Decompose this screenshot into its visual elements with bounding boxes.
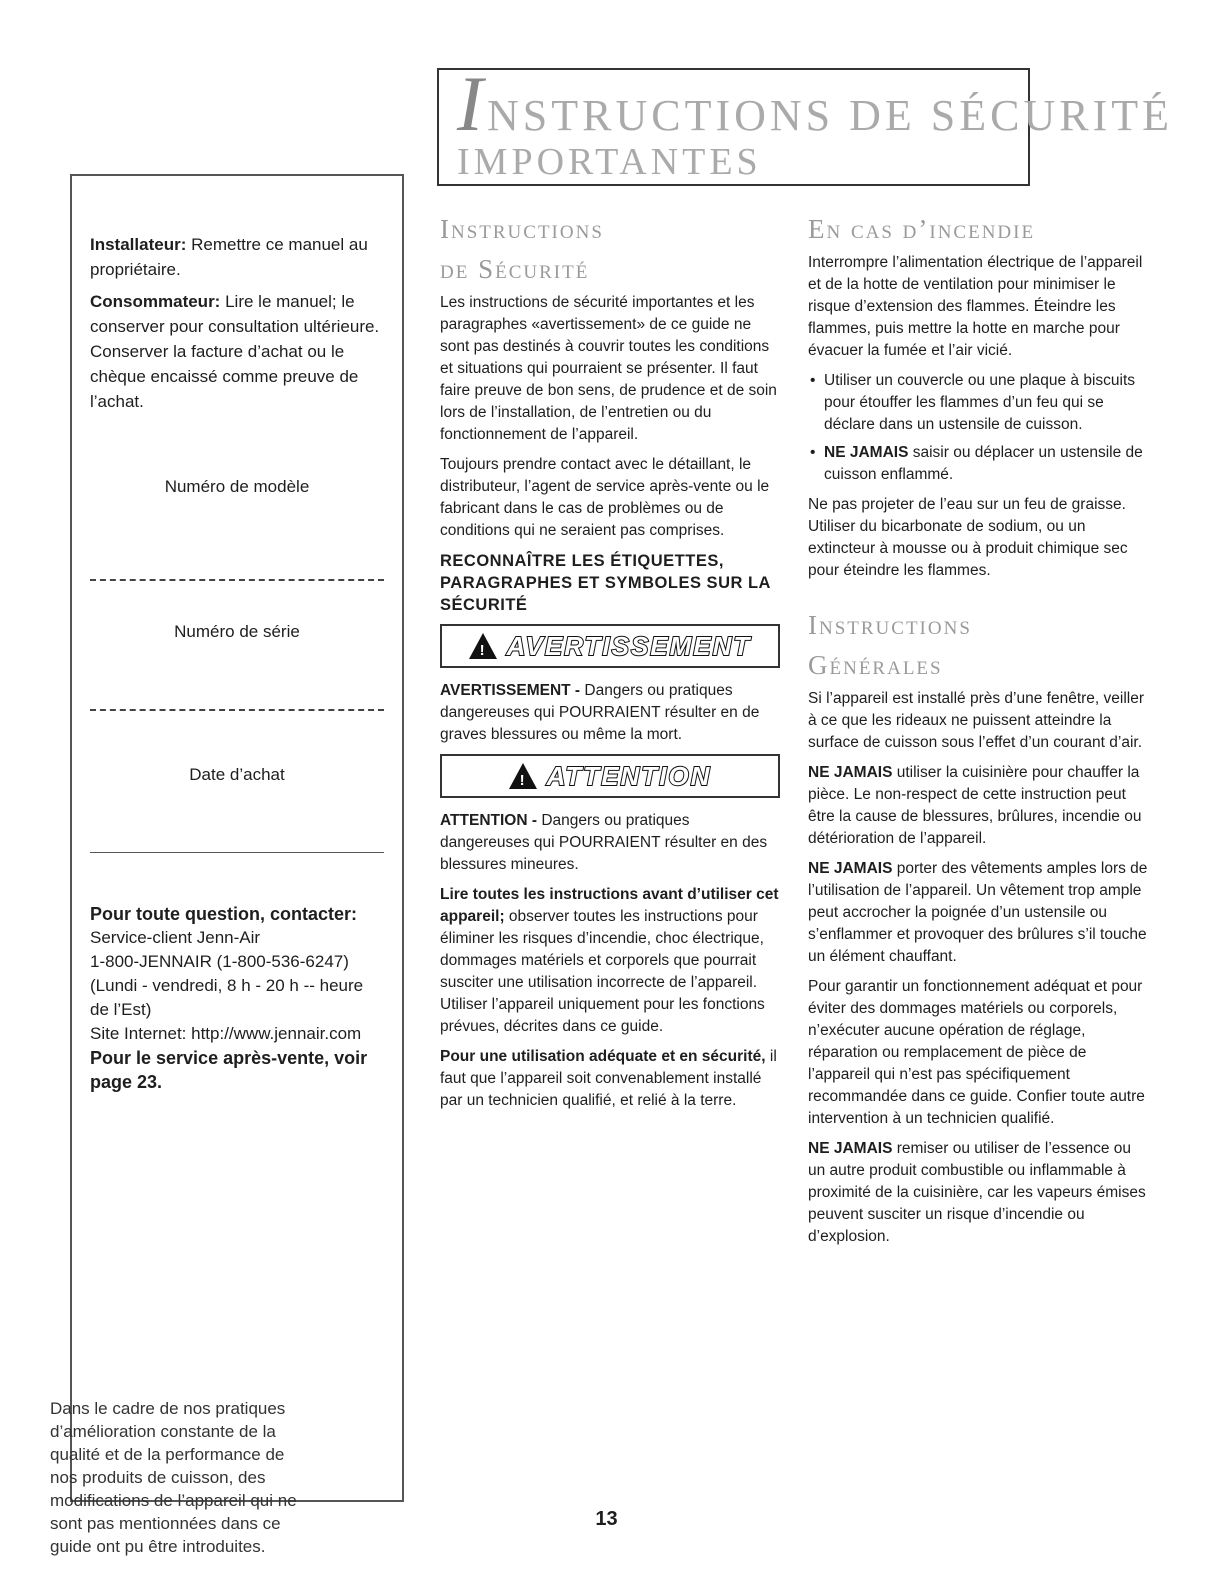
safety-heading-line-1: Instructions [440,214,604,244]
fire-bullet-1: • Utiliser un couvercle ou une plaque à biscuits pour étouffer les flammes d’un feu qui se déclare dans un ustensile de cuisson. [824,370,1148,436]
general-p5-text: remiser ou utiliser de l’essence ou un autre produit combustible ou inflammable à proximité de la cuisinière, car les vapeurs émises peuvent susciter un risque d’incendie ou d’explosion. [808,1140,1146,1245]
improvement-note: Dans le cadre de nos pratiques d’amélioration constante de la qualité et de la performance de nos produits de cuisson, des modifications de l’appareil qui ne sont pas mentionnées dans ce guide ont pu être introduites. [50,1399,297,1556]
warning-triangle-icon: ! [469,633,497,659]
general-paragraph-1: Si l’appareil est installé près d’une fenêtre, veiller à ce que les rideaux ne puissent atteindre la surface de cuisson sous l’effet d’un courant d’air. [808,690,1145,751]
attention-description [440,810,780,876]
general-p5-lead: NE JAMAIS [808,1140,893,1157]
middle-column [440,212,780,1120]
safety-paragraph-2: Toujours prendre contact avec le détaillant, le distributeur, l’agent de service après-vente ou le fabricant dans le cas de problèmes ou de conditions qui ne seraient pas comprises. [440,456,770,539]
safety-heading-line-2: de Sécurité [440,254,590,284]
attention-lead: ATTENTION - [440,812,538,829]
purchase-date-line [90,852,384,853]
read-instructions-text: observer toutes les instructions pour éliminer les risques d’incendie, choc électrique, dommages matériels et corporels que pourrait susciter une utilisation incorrecte de l’appareil. Utiliser l’appareil uniquement pour les fonctions prévues, décrites dans ce guide. [440,908,765,1035]
fire-paragraph-1: Interrompre l’alimentation électrique de l’appareil et de la hotte de ventilation pour minimiser le risque d’extension des flammes. Éteindre les flammes, puis mettre la hotte en marche pour évacuer la fumée et l’air vicié. [808,254,1143,359]
purchase-date-label: Date d’achat [189,765,285,784]
general-paragraph-4: Pour garantir un fonctionnement adéquat et pour éviter des dommages matériels ou corporels, n’exécuter aucune opération de réglage, réparation ou remplacement de pièce de l’appareil qui n’est pas spécifiquement recommandée dans ce guide. Confier toute autre intervention à un technicien qualifié. [808,978,1145,1127]
general-heading-line-1: Instructions [808,610,972,640]
title-box [437,60,1174,186]
contact-hours: (Lundi - vendredi, 8 h - 20 h -- heure de l’Est) [90,976,364,1019]
sidebar [70,174,404,1502]
safe-use-text: il faut que l’appareil soit convenablement installé par un technicien qualifié, et relié à la terre. [440,1048,777,1109]
warning-text: Dangers ou pratiques dangereuses qui POURRAIENT résulter en de graves blessures ou même la mort. [440,682,760,743]
warning-lead: AVERTISSEMENT - [440,682,581,699]
general-p3-lead: NE JAMAIS [808,860,893,877]
attention-label-box [440,754,780,798]
general-paragraph-3 [808,858,1148,968]
warning-description [440,680,780,746]
consumer-note [90,289,386,414]
serial-number-line [90,709,384,711]
safe-use-paragraph [440,1046,780,1112]
general-paragraph-2 [808,762,1148,850]
contact-heading: Pour toute question, contacter: [90,904,358,924]
page-title [457,60,1174,147]
recognize-heading: RECONNAÎTRE LES ÉTIQUETTES, PARAGRAPHES ET SYMBOLES SUR LA SÉCURITÉ [440,552,771,614]
consumer-text: Lire le manuel; le conserver pour consultation ultérieure. Conserver la facture d’achat ou le chèque encaissé comme preuve de l’achat. [90,292,380,411]
read-instructions-paragraph [440,884,780,1038]
right-column [808,212,1148,1256]
fire-bullet-2 [824,442,1148,486]
fire-bullet-2-text: saisir ou déplacer un ustensile de cuisson enflammé. [824,444,1143,483]
fire-heading: En cas d’incendie [808,214,1036,244]
general-heading-line-2: Générales [808,650,943,680]
title-line-1: NSTRUCTIONS DE SÉCURITÉ [486,91,1174,140]
installer-text: Remettre ce manuel au propriétaire. [90,235,368,279]
fire-paragraph-2: Ne pas projeter de l’eau sur un feu de graisse. Utiliser du bicarbonate de sodium, ou un extincteur à mousse ou à produit chimique sec pour éteindre les flammes. [808,496,1128,579]
general-p2-text: utiliser la cuisinière pour chauffer la pièce. Le non-respect de cette instruction peut être la cause de blessures, brûlures, incendie ou détérioration de l’appareil. [808,764,1142,847]
general-paragraph-5 [808,1138,1148,1248]
title-initial: I [457,60,487,147]
attention-text: Dangers ou pratiques dangereuses qui POURRAIENT résulter en des blessures mineures. [440,812,768,873]
model-number-line [90,579,384,581]
serial-number-label: Numéro de série [174,622,300,641]
installer-label: Installateur: [90,235,187,254]
read-instructions-lead: Lire toutes les instructions avant d’utiliser cet appareil; [440,886,779,925]
general-p2-lead: NE JAMAIS [808,764,893,781]
fire-bullet-2-lead: NE JAMAIS [824,444,909,461]
fire-bullets [808,370,1148,486]
contact-phone: 1-800-JENNAIR (1-800-536-6247) [90,952,349,971]
warning-label-box [440,624,780,668]
safety-paragraph-1: Les instructions de sécurité importantes et les paragraphes «avertissement» de ce guide ne sont pas destinés à couvrir toutes les conditions et situations qui pourraient se présenter. Il faut faire preuve de bon sens, de prudence et de soin lors de l’installation, de l’entretien ou du fonctionnement de l’appareil. [440,294,777,443]
general-p3-text: porter des vêtements amples lors de l’utilisation de l’appareil. Un vêtement trop ample peut accrocher la poignée d’un ustensile ou s’enflammer et provoquer des brûlures s’il touche un élément chauffant. [808,860,1148,965]
service-note: Pour le service après-vente, voir page 23. [90,1048,368,1092]
model-number-label: Numéro de modèle [164,477,310,496]
page-number: 13 [595,1508,618,1530]
title-line-2: IMPORTANTES [457,141,762,183]
contact-website: Site Internet: http://www.jennair.com [90,1024,362,1043]
consumer-label: Consommateur: [90,292,221,311]
contact-block [90,902,386,1094]
installer-note [90,232,386,282]
warning-label: AVERTISSEMENT [506,631,752,661]
contact-line: Service-client Jenn-Air [90,928,261,947]
safe-use-lead: Pour une utilisation adéquate et en sécurité, [440,1048,766,1065]
warning-triangle-icon: ! [509,763,537,789]
attention-label: ATTENTION [546,761,712,791]
